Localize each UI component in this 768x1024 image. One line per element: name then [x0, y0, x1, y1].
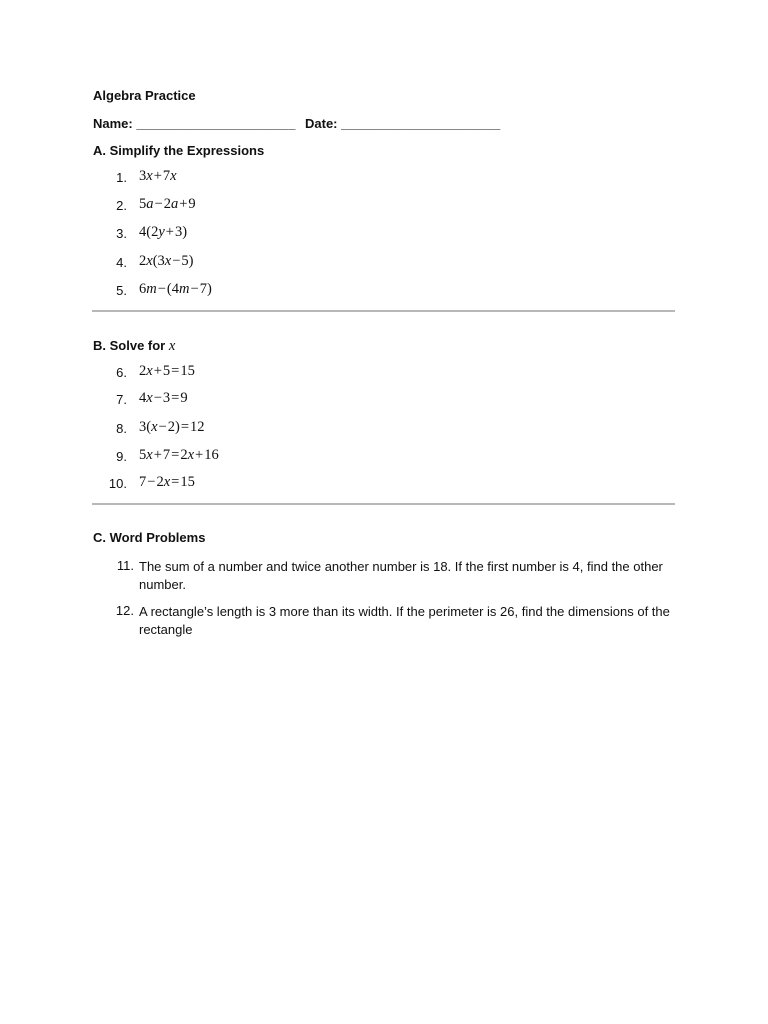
- expression: 2x(3x−5): [139, 253, 194, 269]
- item-number: 12.: [115, 603, 134, 618]
- section-divider: [92, 310, 675, 312]
- equation: 3(x−2)=12: [139, 419, 205, 435]
- item-number: 5.: [116, 283, 127, 298]
- name-blank: ______________________: [136, 116, 296, 131]
- date-field: [305, 116, 500, 131]
- expression: 5a−2a+9: [139, 196, 196, 212]
- equation: 5x+7=2x+16: [139, 447, 219, 463]
- date-blank: ______________________: [341, 116, 501, 131]
- item-number: 10.: [108, 476, 127, 491]
- item-number: 2.: [116, 198, 127, 213]
- item-number: 3.: [116, 226, 127, 241]
- equation: 4x−3=9: [139, 390, 188, 406]
- section-b-heading-var: x: [168, 338, 176, 354]
- name-field: [93, 116, 295, 131]
- date-label: Date:: [305, 116, 338, 131]
- section-divider: [92, 503, 675, 505]
- word-problem: A rectangle’s length is 3 more than its width. If the perimeter is 26, find the dimensions of the rectangle: [139, 604, 670, 637]
- word-problem: The sum of a number and twice another number is 18. If the first number is 4, find the other number.: [139, 559, 663, 592]
- item-number: 8.: [116, 421, 127, 436]
- section-b-heading: [93, 338, 175, 355]
- section-a-heading: A. Simplify the Expressions: [93, 143, 265, 158]
- item-number: 4.: [116, 255, 127, 270]
- expression: 6m−(4m−7): [139, 281, 212, 297]
- name-label: Name:: [93, 116, 133, 131]
- section-c-heading: C. Word Problems: [93, 530, 206, 545]
- expression: 3x+7x: [139, 168, 177, 184]
- item-number: 1.: [116, 170, 127, 185]
- item-number: 6.: [116, 365, 127, 380]
- expression: 4(2y+3): [139, 224, 188, 240]
- equation: 7−2x=15: [139, 474, 195, 490]
- page-title: Algebra Practice: [93, 88, 196, 103]
- equation: 2x+5=15: [139, 363, 195, 379]
- item-number: 9.: [116, 449, 127, 464]
- item-number: 7.: [116, 392, 127, 407]
- item-number: 11.: [116, 558, 134, 573]
- section-b-heading-text: B. Solve for: [93, 338, 166, 353]
